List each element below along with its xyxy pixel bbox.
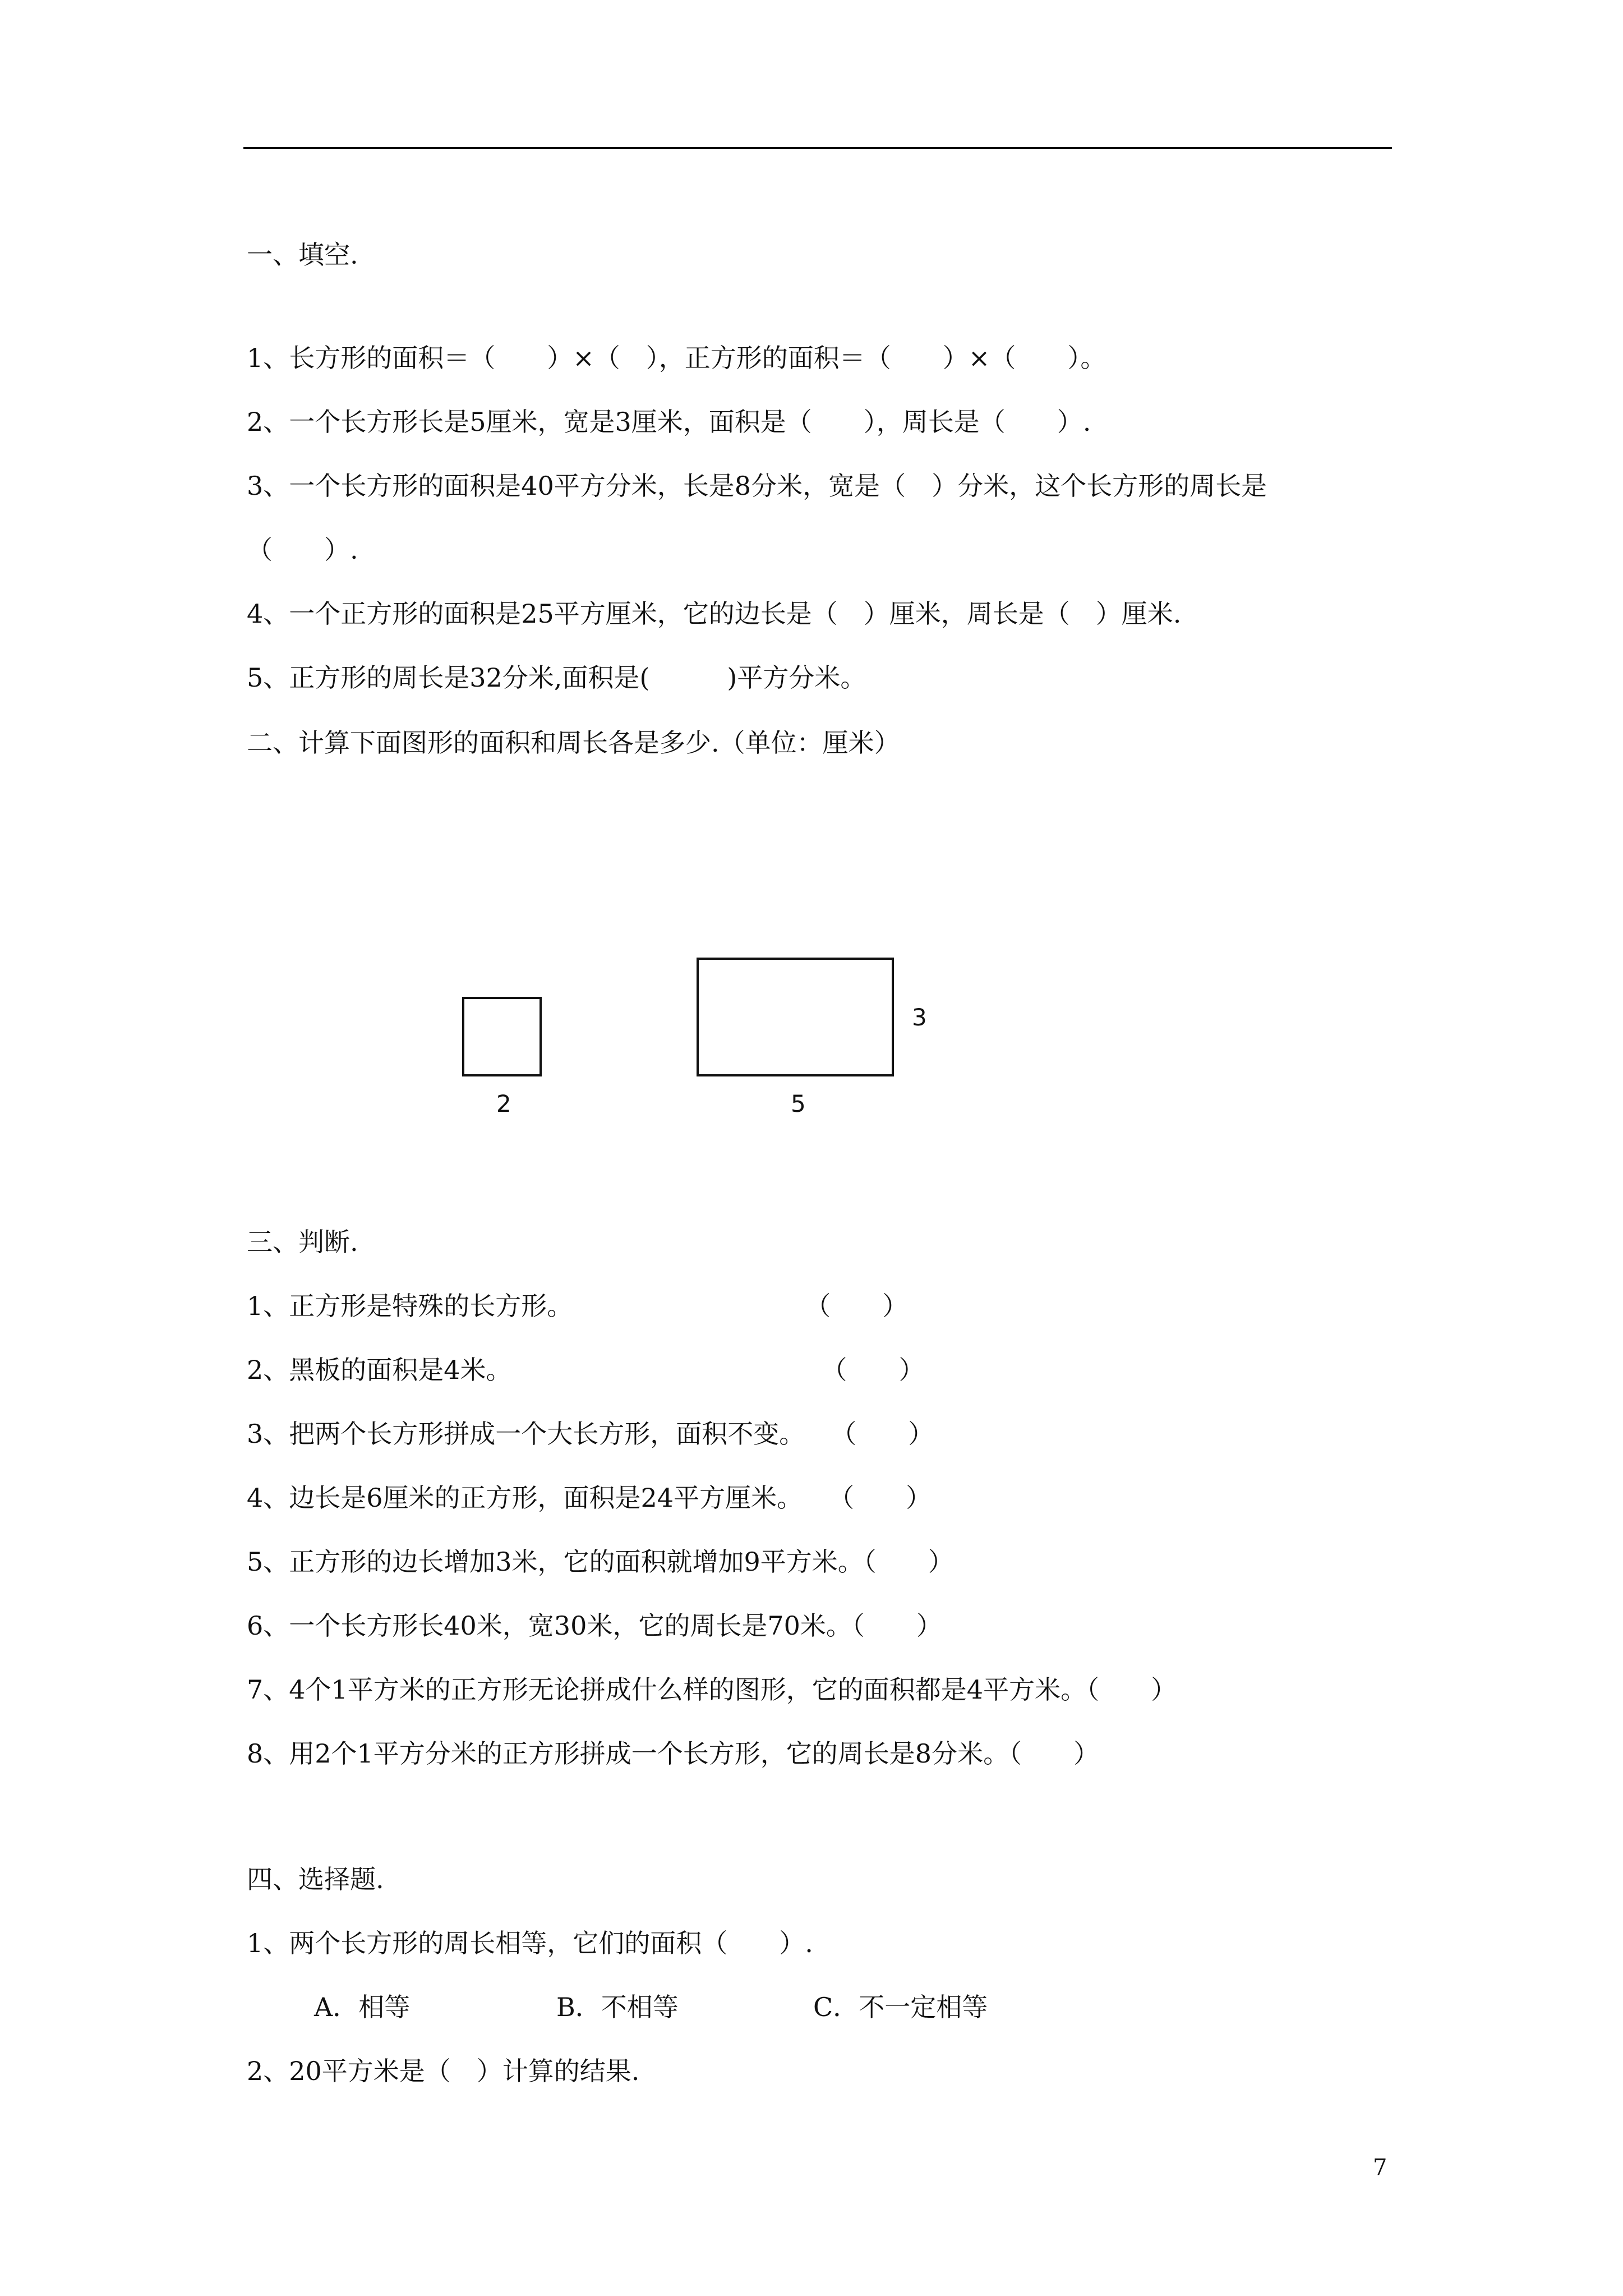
section3-item-3: 3、把两个长方形拼成一个大长方形，面积不变。 （ ） bbox=[247, 1419, 934, 1449]
section4-option-a: A．相等 bbox=[314, 1992, 411, 2022]
section1-item-3-cont: （ ）. bbox=[247, 535, 358, 565]
section3-item-2: 2、黑板的面积是4米。 （ ） bbox=[247, 1355, 925, 1385]
section3-title: 三、判断. bbox=[247, 1227, 358, 1257]
section1-item-1: 1、长方形的面积＝（ ）×（ ），正方形的面积＝（ ）×（ ）。 bbox=[247, 343, 1106, 373]
rectangle-width-label: 5 bbox=[791, 1090, 806, 1117]
section1-item-5: 5、正方形的周长是32分米,面积是( )平方分米。 bbox=[247, 662, 866, 693]
section3-item-8: 8、用2个1平方分米的正方形拼成一个长方形，它的周长是8分米。（ ） bbox=[247, 1738, 1100, 1769]
section3-item-4: 4、边长是6厘米的正方形，面积是24平方厘米。 （ ） bbox=[247, 1483, 932, 1513]
section3-item-1: 1、正方形是特殊的长方形。 （ ） bbox=[247, 1291, 909, 1321]
section4-title: 四、选择题. bbox=[247, 1864, 384, 1894]
section4-option-c: C．不一定相等 bbox=[813, 1992, 988, 2022]
section1-item-3: 3、一个长方形的面积是40平方分米，长是8分米，宽是（ ）分米，这个长方形的周长是 bbox=[247, 471, 1267, 501]
section4-option-b: B．不相等 bbox=[556, 1992, 679, 2022]
rectangle-shape bbox=[698, 959, 893, 1075]
section3-item-7: 7、4个1平方米的正方形无论拼成什么样的图形，它的面积都是4平方米。（ ） bbox=[247, 1674, 1177, 1705]
section4-item-2: 2、20平方米是（ ）计算的结果. bbox=[247, 2056, 640, 2086]
section1-title: 一、填空. bbox=[247, 240, 358, 270]
square-side-label: 2 bbox=[496, 1090, 511, 1117]
square-shape bbox=[463, 998, 541, 1075]
section4-item-1: 1、两个长方形的周长相等，它们的面积（ ）. bbox=[247, 1928, 813, 1958]
section2-title: 二、计算下面图形的面积和周长各是多少.（单位：厘米） bbox=[247, 728, 900, 758]
page-number: 7 bbox=[1373, 2155, 1387, 2180]
section1-item-4: 4、一个正方形的面积是25平方厘米，它的边长是（ ）厘米，周长是（ ）厘米. bbox=[247, 599, 1182, 629]
section3-item-6: 6、一个长方形长40米，宽30米，它的周长是70米。（ ） bbox=[247, 1611, 942, 1641]
section1-item-2: 2、一个长方形长是5厘米，宽是3厘米，面积是（ ），周长是（ ）. bbox=[247, 407, 1091, 437]
rectangle-height-label: 3 bbox=[912, 1004, 927, 1031]
header-rule bbox=[243, 147, 1392, 149]
section3-item-5: 5、正方形的边长增加3米，它的面积就增加9平方米。（ ） bbox=[247, 1547, 954, 1577]
